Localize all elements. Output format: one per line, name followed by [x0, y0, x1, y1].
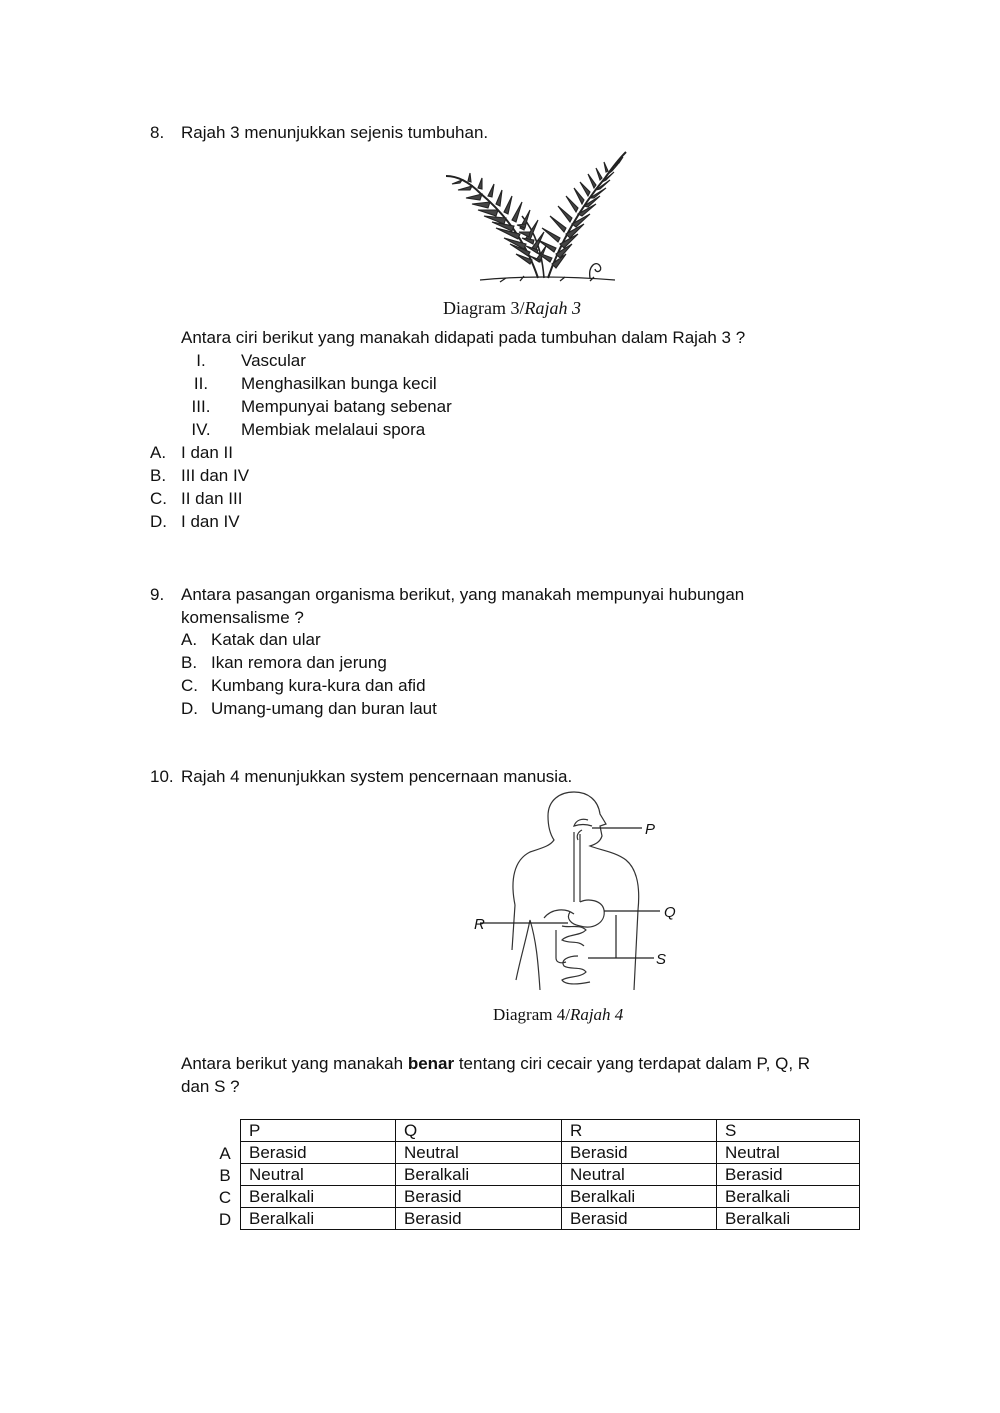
- q8-question: Antara ciri berikut yang manakah didapati pada tumbuhan dalam Rajah 3 ?: [181, 328, 746, 347]
- q8-statement-roman: IV.: [191, 420, 211, 439]
- q8-option-letter: C.: [150, 489, 167, 508]
- table-header: P: [241, 1120, 396, 1142]
- label-p: P: [645, 821, 656, 838]
- q9-option-letter: C.: [181, 676, 198, 695]
- table-header: S: [717, 1120, 860, 1142]
- q9-option-letter: B.: [181, 653, 198, 672]
- table-cell: Berasid: [562, 1208, 717, 1230]
- q9-option-letter: A.: [181, 630, 198, 649]
- label-q: Q: [664, 904, 676, 921]
- table-row[interactable]: [241, 1142, 860, 1164]
- table-cell: Beralkali: [562, 1186, 717, 1208]
- q9-option-c[interactable]: Kumbang kura-kura dan afid: [211, 676, 426, 695]
- table-header: Q: [396, 1120, 562, 1142]
- q8-option-letter: A.: [150, 443, 167, 462]
- table-cell: Neutral: [241, 1164, 396, 1186]
- q9-stem-line2: komensalisme ?: [181, 608, 304, 627]
- table-cell: Berasid: [396, 1186, 562, 1208]
- q8-option-d[interactable]: I dan IV: [181, 512, 240, 531]
- q10-question-post: tentang ciri cecair yang terdapat dalam P, Q, R: [454, 1054, 811, 1073]
- table-cell: Beralkali: [717, 1208, 860, 1230]
- table-cell: Neutral: [396, 1142, 562, 1164]
- q10-caption-ms: Rajah 4: [569, 1005, 624, 1024]
- table-cell: Beralkali: [717, 1186, 860, 1208]
- q9-option-a[interactable]: Katak dan ular: [211, 630, 321, 649]
- q8-option-a[interactable]: I dan II: [181, 443, 233, 462]
- q10-question-pre: Antara berikut yang manakah: [181, 1054, 408, 1073]
- q9-option-letter: D.: [181, 699, 198, 718]
- q8-number: 8.: [150, 123, 165, 142]
- q8-caption-en: Diagram 3/: [443, 298, 525, 318]
- row-label-b[interactable]: B: [219, 1166, 231, 1185]
- table-row[interactable]: [241, 1208, 860, 1230]
- q9-stem-line1: Antara pasangan organisma berikut, yang manakah mempunyai hubungan: [181, 585, 745, 604]
- q8-statement-text: Mempunyai batang sebenar: [241, 397, 452, 416]
- table-cell: Berasid: [717, 1164, 860, 1186]
- q8-option-c[interactable]: II dan III: [181, 489, 243, 508]
- table-row[interactable]: [241, 1164, 860, 1186]
- table-row[interactable]: [241, 1186, 860, 1208]
- table-cell: Beralkali: [396, 1164, 562, 1186]
- q10-number: 10.: [150, 767, 174, 786]
- table-cell: Berasid: [241, 1142, 396, 1164]
- table-cell: Beralkali: [241, 1208, 396, 1230]
- q9-option-b[interactable]: Ikan remora dan jerung: [211, 653, 387, 672]
- q8-diagram-caption: [443, 297, 581, 320]
- row-label-d[interactable]: D: [218, 1210, 232, 1229]
- row-label-c[interactable]: C: [218, 1188, 232, 1207]
- table-cell: Berasid: [562, 1142, 717, 1164]
- q8-option-letter: B.: [150, 466, 167, 485]
- q10-question: [181, 1052, 810, 1075]
- table-header-row: [241, 1120, 860, 1142]
- fern-illustration: [440, 148, 640, 288]
- label-s: S: [656, 951, 667, 968]
- label-r: R: [474, 916, 485, 933]
- q10-question-bold: benar: [407, 1054, 455, 1073]
- q10-stem: Rajah 4 menunjukkan system pencernaan manusia.: [181, 767, 573, 786]
- q10-diagram-caption: [493, 1003, 623, 1026]
- q10-question-line2: dan S ?: [181, 1077, 240, 1096]
- q8-statement-roman: I.: [196, 351, 206, 370]
- q8-caption-ms: Rajah 3: [524, 298, 581, 318]
- q8-statement-roman: III.: [191, 397, 211, 416]
- table-cell: Neutral: [562, 1164, 717, 1186]
- table-cell: Neutral: [717, 1142, 860, 1164]
- q8-statement-text: Vascular: [241, 351, 306, 370]
- q8-stem: Rajah 3 menunjukkan sejenis tumbuhan.: [181, 123, 489, 142]
- q8-statement-text: Membiak melalaui spora: [241, 420, 426, 439]
- table-cell: Beralkali: [241, 1186, 396, 1208]
- q8-option-letter: D.: [150, 512, 167, 531]
- q10-caption-en: Diagram 4/: [493, 1005, 570, 1024]
- q8-statement-text: Menghasilkan bunga kecil: [241, 374, 437, 393]
- q9-number: 9.: [150, 585, 165, 604]
- q9-option-d[interactable]: Umang-umang dan buran laut: [211, 699, 437, 718]
- row-label-a[interactable]: A: [219, 1144, 231, 1163]
- q8-option-b[interactable]: III dan IV: [181, 466, 250, 485]
- table-cell: Berasid: [396, 1208, 562, 1230]
- answer-table: [240, 1119, 860, 1230]
- q8-statement-roman: II.: [193, 374, 209, 393]
- table-header: R: [562, 1120, 717, 1142]
